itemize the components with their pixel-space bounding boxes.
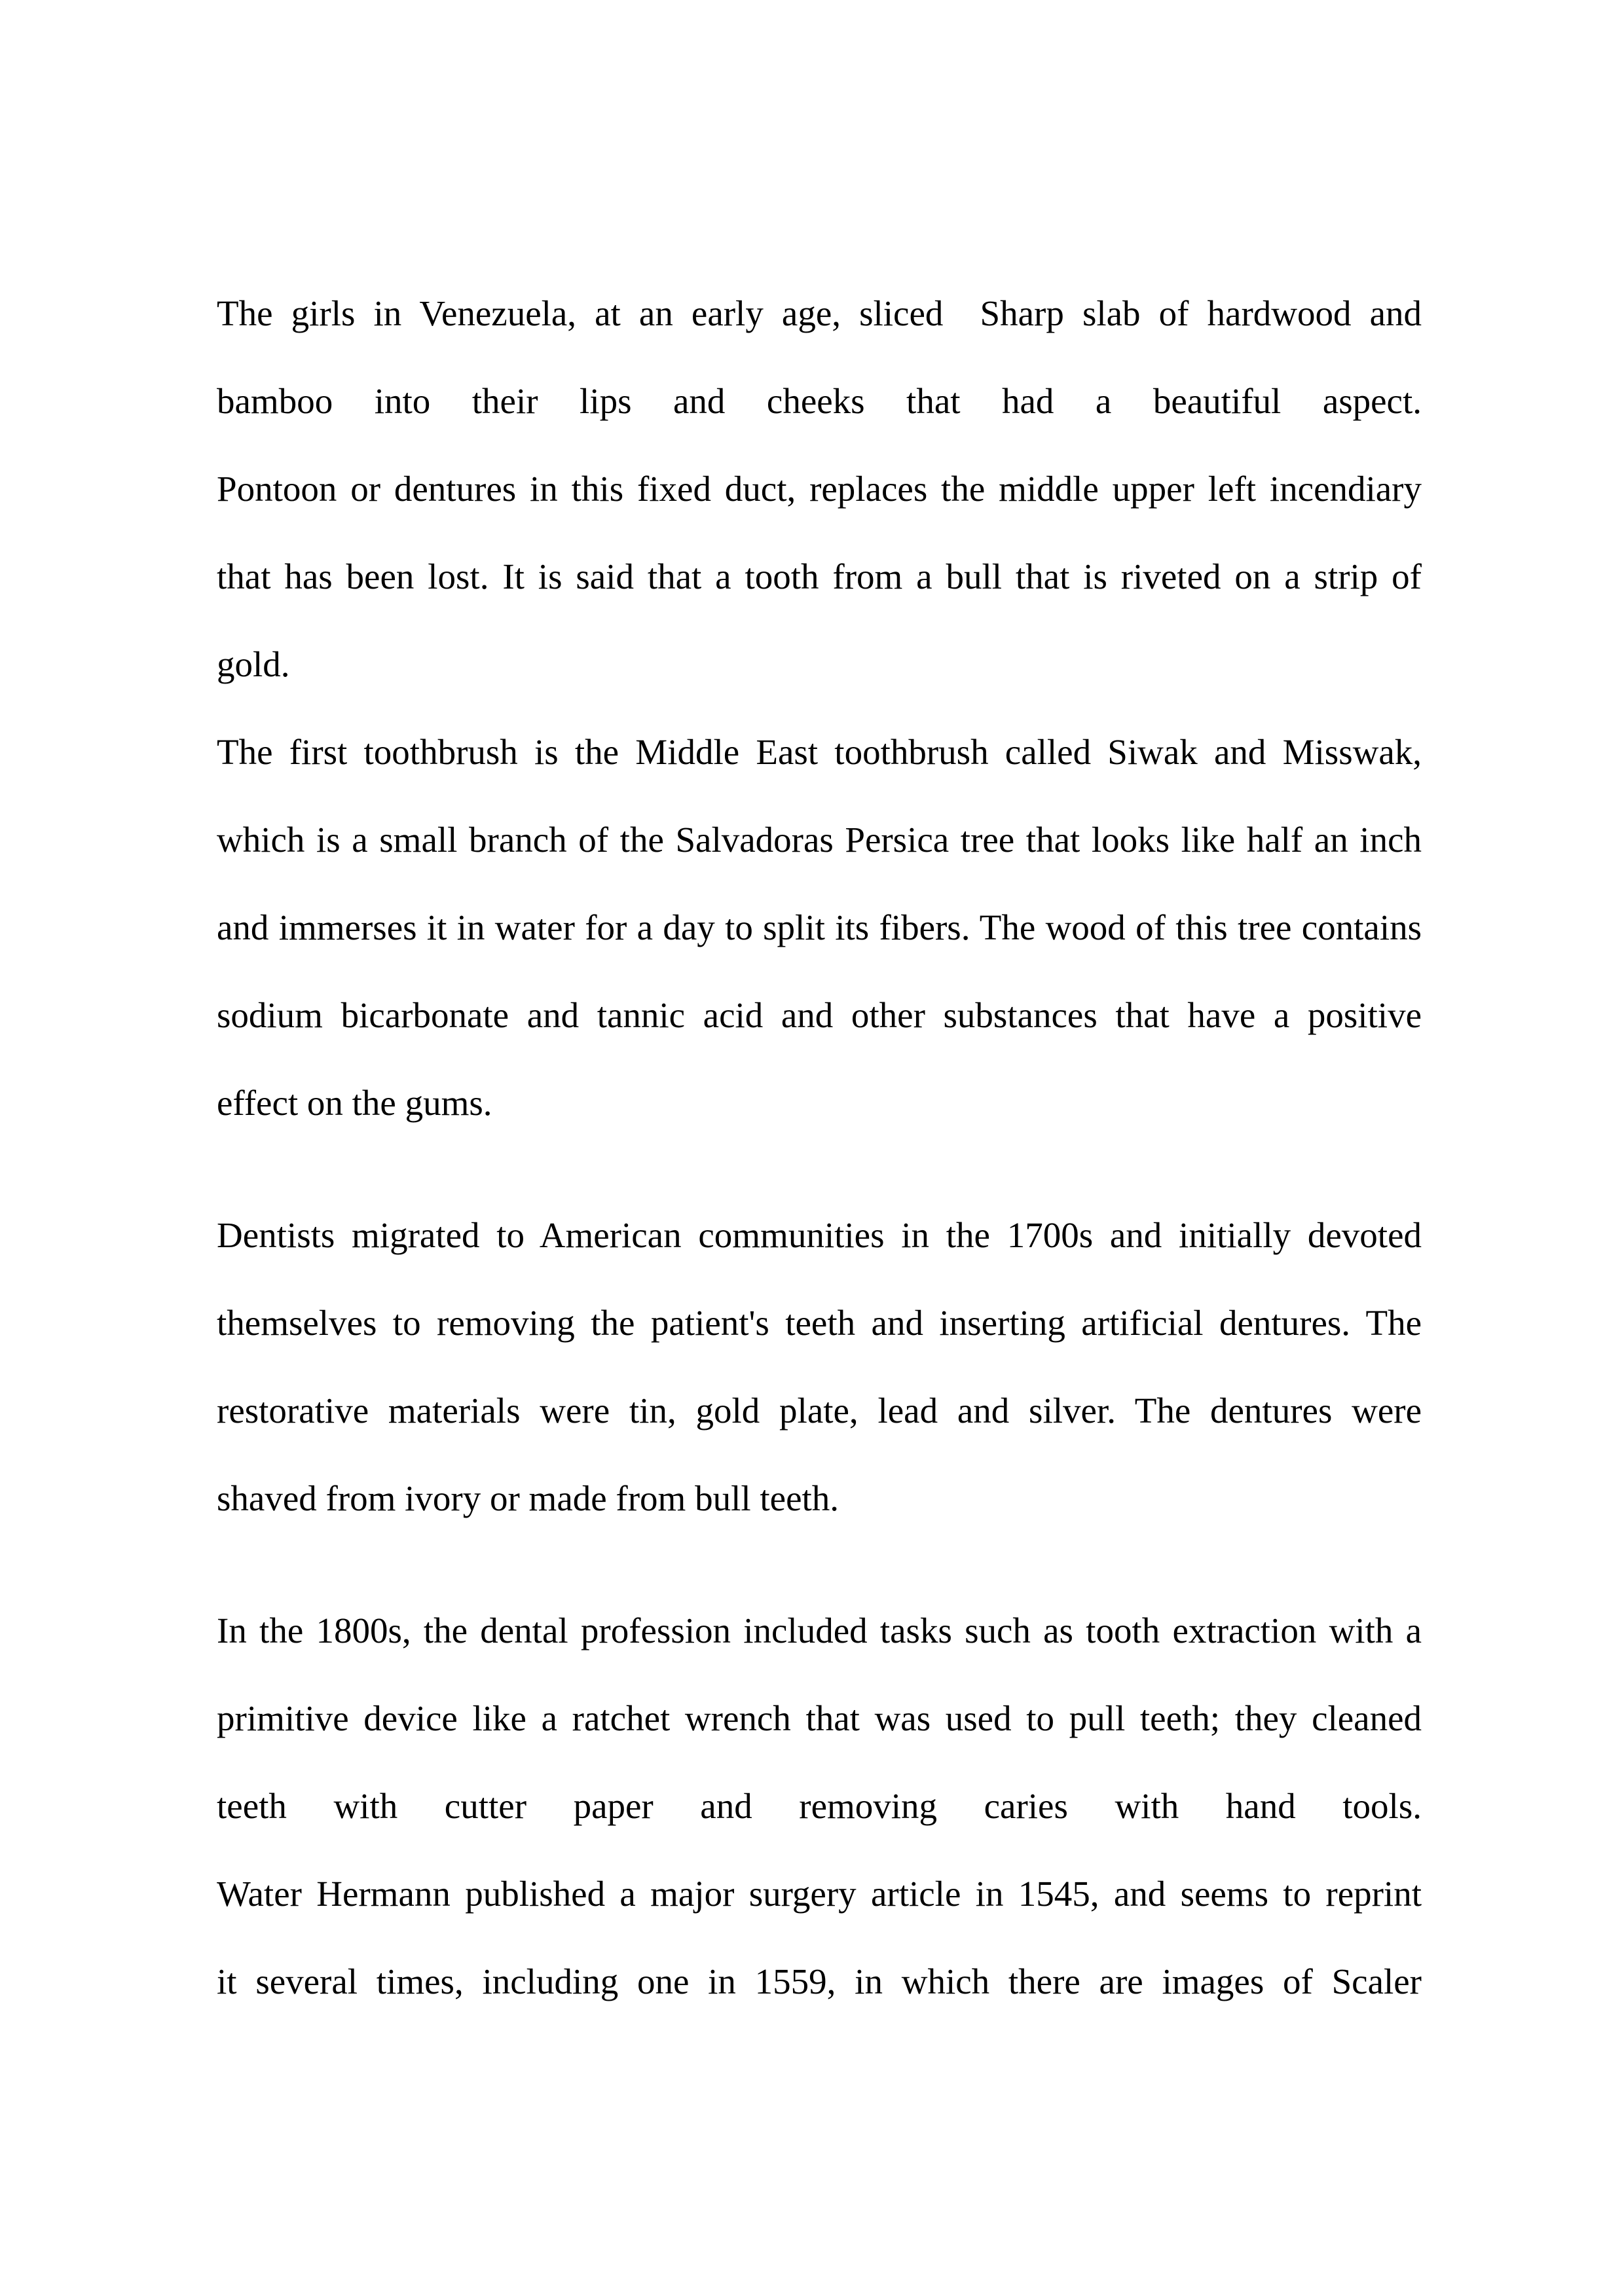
text-line: themselves to removing the patient's teeth and inserting artificial dentures. The	[217, 1303, 1422, 1343]
text-line: bamboo into their lips and cheeks that had a beautiful aspect.	[217, 381, 1422, 421]
text-line: The girls in Venezuela, at an early age, sliced Sharp slab of hardwood and	[217, 293, 1422, 333]
text-line: teeth with cutter paper and removing caries with hand tools.	[217, 1786, 1422, 1826]
text-line: it several times, including one in 1559, in which there are images of Scaler	[217, 1961, 1422, 2001]
text-line: and immerses it in water for a day to split its fibers. The wood of this tree contains	[217, 907, 1422, 947]
text-line: The first toothbrush is the Middle East toothbrush called Siwak and Misswak,	[217, 732, 1422, 772]
text-line: that has been lost. It is said that a tooth from a bull that is riveted on a strip of	[217, 556, 1422, 596]
text-line: which is a small branch of the Salvadoras Persica tree that looks like half an inch	[217, 820, 1422, 860]
text-line: Water Hermann published a major surgery article in 1545, and seems to reprint	[217, 1874, 1422, 1914]
text-line: sodium bicarbonate and tannic acid and other substances that have a positive	[217, 995, 1422, 1035]
text-line: restorative materials were tin, gold plate, lead and silver. The dentures were	[217, 1391, 1422, 1430]
text-line: Pontoon or dentures in this fixed duct, replaces the middle upper left incendiary	[217, 469, 1422, 509]
paragraph-1	[217, 270, 1422, 708]
text-line: gold.	[217, 644, 290, 684]
paragraph-4	[217, 1587, 1422, 2026]
text-line: Dentists migrated to American communities in the 1700s and initially devoted	[217, 1215, 1422, 1255]
text-line: In the 1800s, the dental profession included tasks such as tooth extraction with a	[217, 1611, 1422, 1650]
text-line: effect on the gums.	[217, 1083, 492, 1123]
paragraph-2	[217, 708, 1422, 1147]
paragraph-3	[217, 1192, 1422, 1542]
text-line: primitive device like a ratchet wrench that was used to pull teeth; they cleaned	[217, 1698, 1422, 1738]
document-text-body	[217, 270, 1422, 2026]
text-line: shaved from ivory or made from bull teeth.	[217, 1478, 840, 1518]
